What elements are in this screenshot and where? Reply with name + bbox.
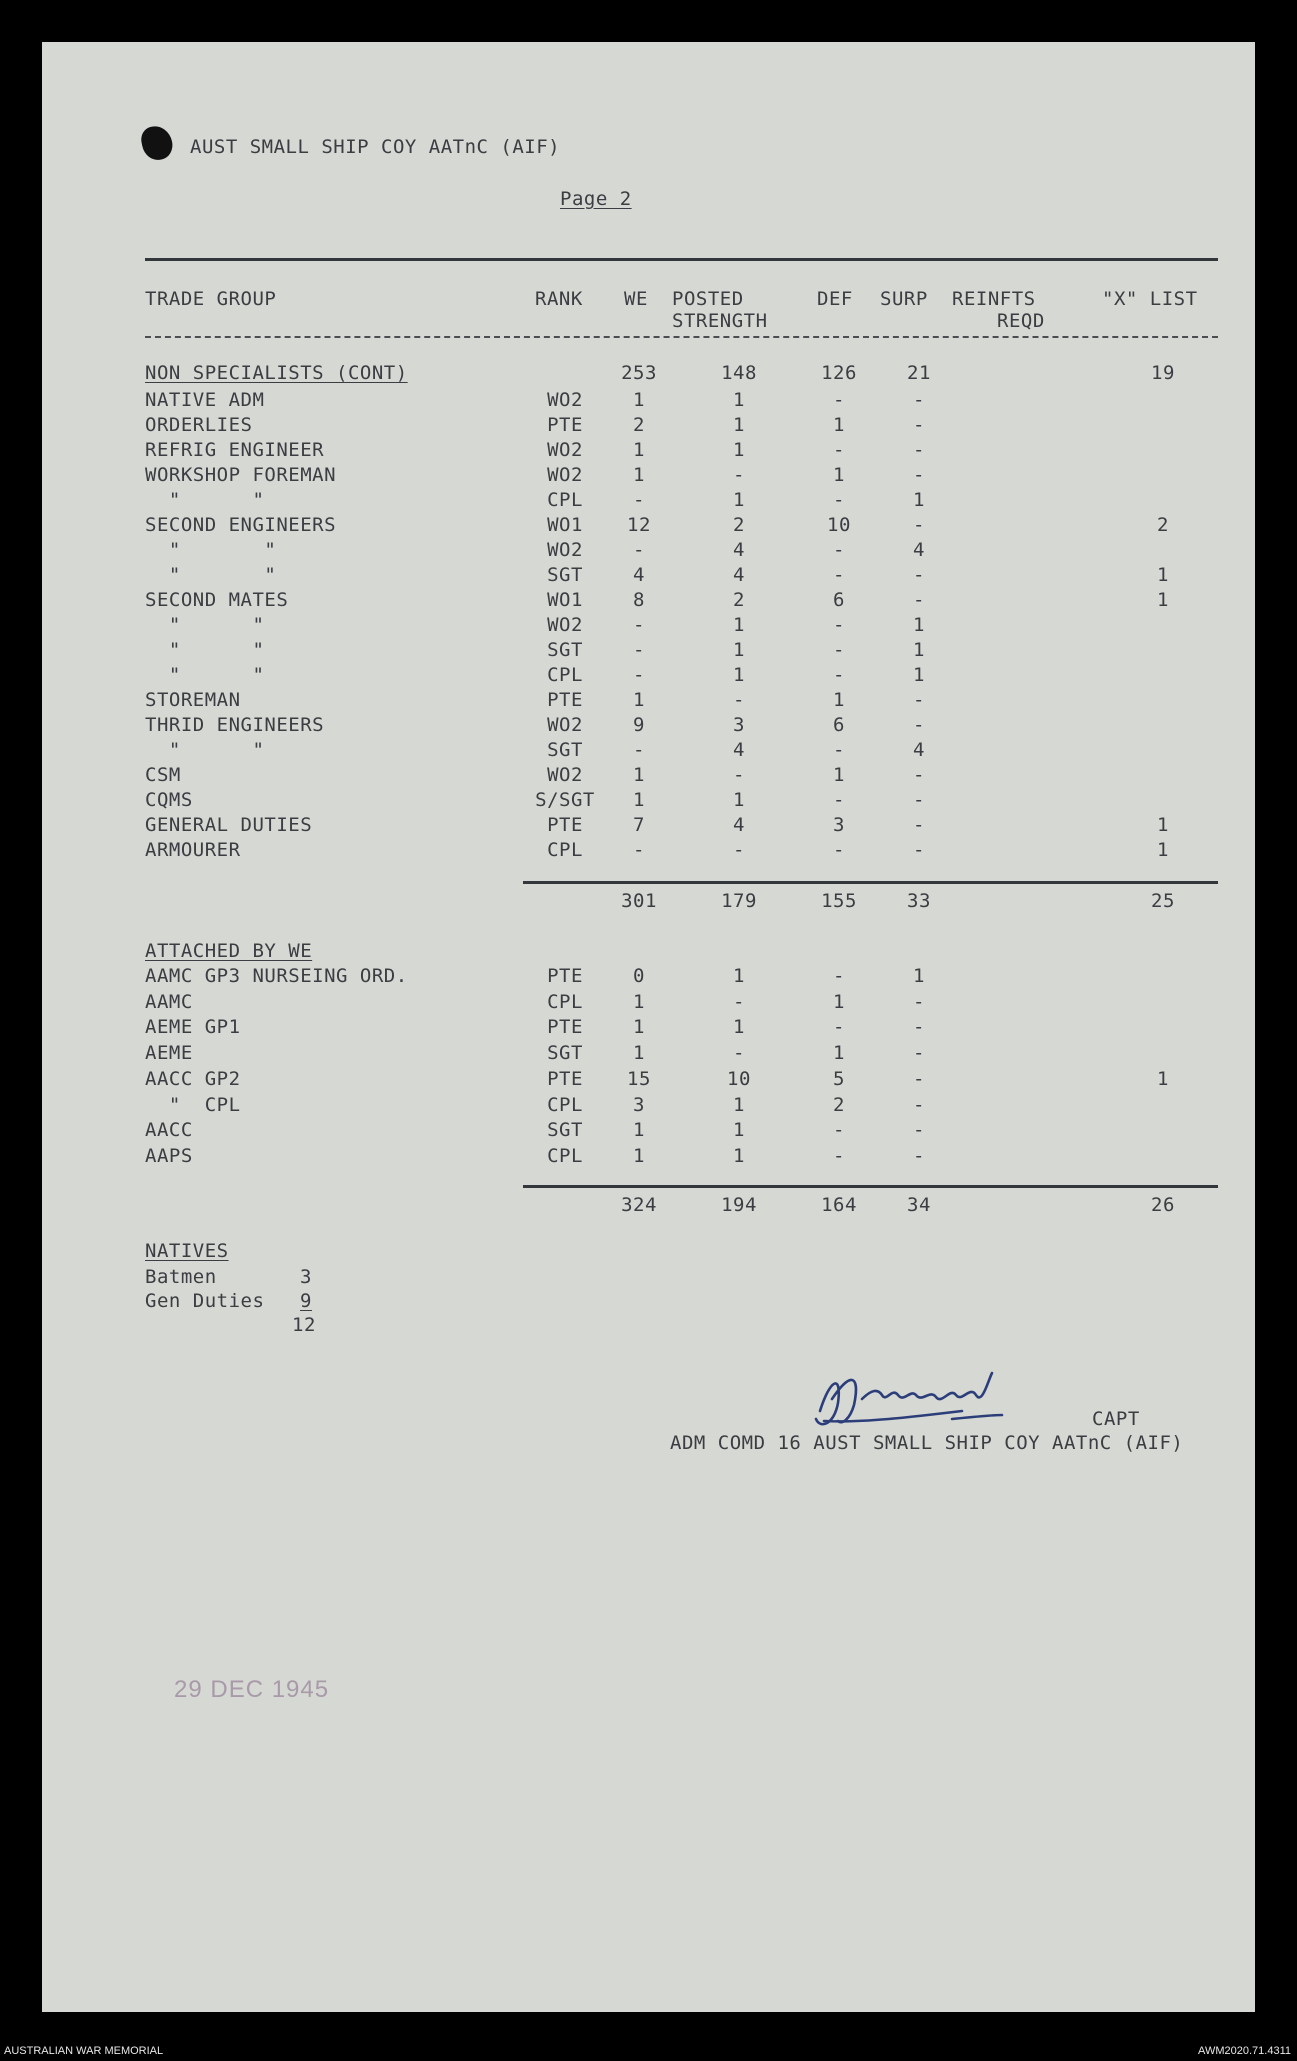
cell-posted: - <box>733 839 745 861</box>
header-rule <box>145 336 1218 338</box>
cell-posted: 3 <box>733 714 745 736</box>
cell-def: - <box>833 1016 845 1039</box>
total-posted: 179 <box>721 890 757 912</box>
table-row <box>42 564 1255 589</box>
cell-posted: - <box>733 990 745 1013</box>
table-row <box>42 839 1255 864</box>
cell-def: - <box>833 639 845 661</box>
cell-we: 1 <box>633 1042 645 1065</box>
table-row <box>42 1068 1255 1093</box>
cell-surp: 1 <box>913 489 925 511</box>
cell-def: - <box>833 389 845 411</box>
cell-rank: CPL <box>547 1144 583 1167</box>
cell-rank: PTE <box>547 414 583 436</box>
cell-def: 6 <box>833 714 845 736</box>
cell-we: 1 <box>633 789 645 811</box>
header-surp: SURP <box>880 288 928 310</box>
cell-surp: 1 <box>913 614 925 636</box>
cell-def: - <box>833 839 845 861</box>
cell-trade: " " <box>145 489 265 511</box>
cell-we: 1 <box>633 389 645 411</box>
table-row <box>42 539 1255 564</box>
cell-def: - <box>833 614 845 636</box>
cell-surp: 4 <box>913 739 925 761</box>
cell-surp: - <box>913 589 925 611</box>
document-page <box>42 42 1255 2012</box>
cell-rank: WO2 <box>547 464 583 486</box>
cell-trade: ARMOURER <box>145 839 241 861</box>
cell-trade: AACC <box>145 1119 193 1142</box>
table-row <box>42 991 1255 1016</box>
cell-we: 1 <box>633 464 645 486</box>
cell-we: - <box>633 839 645 861</box>
table-row <box>42 439 1255 464</box>
natives-batmen-value: 3 <box>300 1266 312 1288</box>
cell-we: - <box>633 614 645 636</box>
cell-surp: - <box>913 839 925 861</box>
date-stamp: 29 DEC 1945 <box>174 1676 330 1703</box>
cell-rank: SGT <box>547 564 583 586</box>
cell-we: - <box>633 639 645 661</box>
cell-trade: AEME <box>145 1042 193 1065</box>
cell-surp: - <box>913 689 925 711</box>
header-def: DEF <box>817 288 853 310</box>
table-row <box>42 1145 1255 1170</box>
cell-def: 2 <box>833 1093 845 1116</box>
cell-rank: CPL <box>547 990 583 1013</box>
signature-rank: CAPT <box>1092 1408 1140 1430</box>
cell-def: 1 <box>833 990 845 1013</box>
table-row <box>42 739 1255 764</box>
cell-rank: CPL <box>547 1093 583 1116</box>
cell-rank: PTE <box>547 1016 583 1039</box>
total-we: 301 <box>621 890 657 912</box>
cell-posted: 1 <box>733 639 745 661</box>
cell-xlist: 2 <box>1157 514 1169 536</box>
carry-posted: 148 <box>721 362 757 384</box>
natives-total: 12 <box>292 1314 316 1336</box>
carry-we: 253 <box>621 362 657 384</box>
cell-posted: 4 <box>733 564 745 586</box>
table-row <box>42 614 1255 639</box>
cell-we: - <box>633 664 645 686</box>
cell-we: 1 <box>633 1016 645 1039</box>
cell-rank: SGT <box>547 1042 583 1065</box>
cell-surp: - <box>913 764 925 786</box>
cell-posted: 4 <box>733 814 745 836</box>
table-row <box>42 1119 1255 1144</box>
header-we: WE <box>624 288 648 310</box>
cell-def: 1 <box>833 764 845 786</box>
cell-we: 8 <box>633 589 645 611</box>
cell-surp: - <box>913 1016 925 1039</box>
cell-trade: THRID ENGINEERS <box>145 714 325 736</box>
cell-we: 1 <box>633 689 645 711</box>
cell-posted: 1 <box>733 439 745 461</box>
cell-trade: AAPS <box>145 1144 193 1167</box>
table-row <box>42 965 1255 990</box>
cell-surp: - <box>913 714 925 736</box>
cell-surp: 1 <box>913 664 925 686</box>
cell-trade: AACC GP2 <box>145 1067 241 1090</box>
natives-batmen-label: Batmen <box>145 1266 217 1288</box>
table-row <box>42 514 1255 539</box>
header-rank: RANK <box>535 288 583 310</box>
cell-we: 3 <box>633 1093 645 1116</box>
header-trade-group: TRADE GROUP <box>145 288 277 310</box>
cell-trade: " " <box>145 739 265 761</box>
cell-surp: 4 <box>913 539 925 561</box>
cell-rank: PTE <box>547 965 583 987</box>
cell-trade: " " <box>145 564 277 586</box>
cell-rank: WO2 <box>547 714 583 736</box>
cell-posted: 1 <box>733 614 745 636</box>
cell-posted: 1 <box>733 1016 745 1039</box>
top-rule <box>145 258 1218 261</box>
cell-surp: - <box>913 389 925 411</box>
cell-we: 9 <box>633 714 645 736</box>
cell-rank: PTE <box>547 814 583 836</box>
table-row <box>42 689 1255 714</box>
cell-trade: REFRIG ENGINEER <box>145 439 325 461</box>
section-title-row <box>42 362 1255 387</box>
cell-rank: CPL <box>547 489 583 511</box>
carry-x-list: 19 <box>1151 362 1175 384</box>
cell-posted: 2 <box>733 589 745 611</box>
cell-xlist: 1 <box>1157 1067 1169 1090</box>
cell-def: - <box>833 539 845 561</box>
cell-we: 15 <box>627 1067 651 1090</box>
cell-we: 0 <box>633 965 645 987</box>
cell-rank: PTE <box>547 1067 583 1090</box>
total-x-list: 25 <box>1151 890 1175 912</box>
cell-trade: " " <box>145 539 277 561</box>
cell-we: 7 <box>633 814 645 836</box>
cell-posted: 4 <box>733 739 745 761</box>
cell-trade: CQMS <box>145 789 193 811</box>
cell-posted: - <box>733 764 745 786</box>
cell-trade: CSM <box>145 764 181 786</box>
cell-rank: WO2 <box>547 764 583 786</box>
cell-we: 1 <box>633 764 645 786</box>
cell-rank: PTE <box>547 689 583 711</box>
cell-def: - <box>833 965 845 987</box>
cell-we: 1 <box>633 990 645 1013</box>
table-row <box>42 1042 1255 1067</box>
cell-posted: - <box>733 1042 745 1065</box>
cell-xlist: 1 <box>1157 564 1169 586</box>
cell-we: 1 <box>633 1144 645 1167</box>
cell-surp: - <box>913 1042 925 1065</box>
header-reinfts: REINFTS <box>952 288 1036 310</box>
torn-hole <box>139 123 175 162</box>
cell-posted: 1 <box>733 789 745 811</box>
cell-trade: " " <box>145 614 265 636</box>
cell-we: - <box>633 489 645 511</box>
cell-surp: - <box>913 814 925 836</box>
table-row <box>42 414 1255 439</box>
archive-footer <box>0 2019 1297 2061</box>
cell-def: - <box>833 439 845 461</box>
table-row <box>42 764 1255 789</box>
cell-posted: 1 <box>733 389 745 411</box>
section1-total-row <box>42 890 1255 915</box>
carry-def: 126 <box>821 362 857 384</box>
cell-we: 1 <box>633 439 645 461</box>
table-row <box>42 489 1255 514</box>
cell-def: - <box>833 489 845 511</box>
cell-posted: 1 <box>733 1119 745 1142</box>
section-title-non-specialists: NON SPECIALISTS (CONT) <box>145 362 408 384</box>
header-posted: POSTED <box>672 288 744 310</box>
cell-def: 3 <box>833 814 845 836</box>
grand-total-posted: 194 <box>721 1194 757 1216</box>
cell-def: 1 <box>833 689 845 711</box>
cell-posted: 1 <box>733 664 745 686</box>
section2-total-rule <box>523 1185 1218 1188</box>
cell-def: - <box>833 1119 845 1142</box>
table-row <box>42 1016 1255 1041</box>
cell-trade: SECOND ENGINEERS <box>145 514 337 536</box>
cell-def: 10 <box>827 514 851 536</box>
grand-total-def: 164 <box>821 1194 857 1216</box>
cell-rank: WO1 <box>547 514 583 536</box>
grand-total-surp: 34 <box>907 1194 931 1216</box>
cell-rank: SGT <box>547 1119 583 1142</box>
carry-surp: 21 <box>907 362 931 384</box>
cell-rank: CPL <box>547 664 583 686</box>
cell-def: 6 <box>833 589 845 611</box>
cell-posted: 1 <box>733 489 745 511</box>
cell-surp: - <box>913 1119 925 1142</box>
footer-institution: AUSTRALIAN WAR MEMORIAL <box>4 2045 164 2057</box>
cell-rank: SGT <box>547 739 583 761</box>
cell-surp: - <box>913 439 925 461</box>
cell-surp: 1 <box>913 965 925 987</box>
page-number: Page 2 <box>560 188 632 210</box>
cell-trade: " " <box>145 639 265 661</box>
table-row <box>42 1094 1255 1119</box>
cell-trade: AAMC <box>145 990 193 1013</box>
cell-we: - <box>633 539 645 561</box>
cell-surp: - <box>913 514 925 536</box>
table-row <box>42 664 1255 689</box>
cell-trade: GENERAL DUTIES <box>145 814 313 836</box>
header-reqd: REQD <box>997 310 1045 332</box>
total-def: 155 <box>821 890 857 912</box>
cell-trade: " CPL <box>145 1093 241 1116</box>
signature-title: ADM COMD 16 AUST SMALL SHIP COY AATnC (AIF) <box>670 1432 1184 1454</box>
unit-heading: AUST SMALL SHIP COY AATnC (AIF) <box>190 136 561 158</box>
section2-total-row <box>42 1194 1255 1219</box>
cell-posted: 1 <box>733 1144 745 1167</box>
cell-trade: AEME GP1 <box>145 1016 241 1039</box>
cell-surp: - <box>913 464 925 486</box>
header-strength: STRENGTH <box>672 310 768 332</box>
natives-gen-duties-label: Gen Duties <box>145 1290 265 1312</box>
cell-def: 5 <box>833 1067 845 1090</box>
cell-posted: - <box>733 464 745 486</box>
cell-we: 2 <box>633 414 645 436</box>
cell-rank: WO2 <box>547 614 583 636</box>
table-row <box>42 639 1255 664</box>
cell-trade: " " <box>145 664 265 686</box>
cell-def: 1 <box>833 1042 845 1065</box>
cell-def: 1 <box>833 464 845 486</box>
section-title-attached: ATTACHED BY WE <box>145 940 313 962</box>
cell-posted: 2 <box>733 514 745 536</box>
cell-def: - <box>833 564 845 586</box>
cell-surp: - <box>913 990 925 1013</box>
cell-xlist: 1 <box>1157 814 1169 836</box>
cell-we: - <box>633 739 645 761</box>
cell-rank: WO2 <box>547 389 583 411</box>
cell-posted: 1 <box>733 965 745 987</box>
cell-rank: WO2 <box>547 439 583 461</box>
cell-trade: SECOND MATES <box>145 589 289 611</box>
cell-def: - <box>833 664 845 686</box>
cell-def: - <box>833 789 845 811</box>
grand-total-x-list: 26 <box>1151 1194 1175 1216</box>
cell-def: - <box>833 1144 845 1167</box>
cell-trade: ORDERLIES <box>145 414 253 436</box>
table-row <box>42 389 1255 414</box>
cell-surp: - <box>913 1093 925 1116</box>
table-row <box>42 464 1255 489</box>
cell-surp: - <box>913 414 925 436</box>
cell-surp: - <box>913 564 925 586</box>
cell-posted: 4 <box>733 539 745 561</box>
cell-we: 12 <box>627 514 651 536</box>
cell-def: - <box>833 739 845 761</box>
footer-reference: AWM2020.71.4311 <box>1198 2045 1291 2057</box>
cell-posted: 1 <box>733 414 745 436</box>
cell-rank: WO2 <box>547 539 583 561</box>
cell-trade: AAMC GP3 NURSEING ORD. <box>145 965 408 987</box>
cell-posted: 1 <box>733 1093 745 1116</box>
cell-xlist: 1 <box>1157 589 1169 611</box>
cell-def: 1 <box>833 414 845 436</box>
table-row <box>42 789 1255 814</box>
cell-surp: 1 <box>913 639 925 661</box>
cell-trade: NATIVE ADM <box>145 389 265 411</box>
natives-gen-duties-value: 9 <box>300 1290 312 1312</box>
cell-we: 1 <box>633 1119 645 1142</box>
grand-total-we: 324 <box>621 1194 657 1216</box>
cell-rank: WO1 <box>547 589 583 611</box>
table-row <box>42 589 1255 614</box>
table-row <box>42 714 1255 739</box>
cell-posted: - <box>733 689 745 711</box>
table-row <box>42 814 1255 839</box>
section1-total-rule <box>523 881 1218 884</box>
cell-posted: 10 <box>727 1067 751 1090</box>
cell-surp: - <box>913 789 925 811</box>
cell-trade: STOREMAN <box>145 689 241 711</box>
header-x-list: "X" LIST <box>1102 288 1198 310</box>
cell-rank: CPL <box>547 839 583 861</box>
cell-surp: - <box>913 1067 925 1090</box>
cell-rank: S/SGT <box>535 789 595 811</box>
cell-trade: WORKSHOP FOREMAN <box>145 464 337 486</box>
cell-surp: - <box>913 1144 925 1167</box>
cell-rank: SGT <box>547 639 583 661</box>
natives-title: NATIVES <box>145 1240 229 1262</box>
cell-xlist: 1 <box>1157 839 1169 861</box>
cell-we: 4 <box>633 564 645 586</box>
total-surp: 33 <box>907 890 931 912</box>
